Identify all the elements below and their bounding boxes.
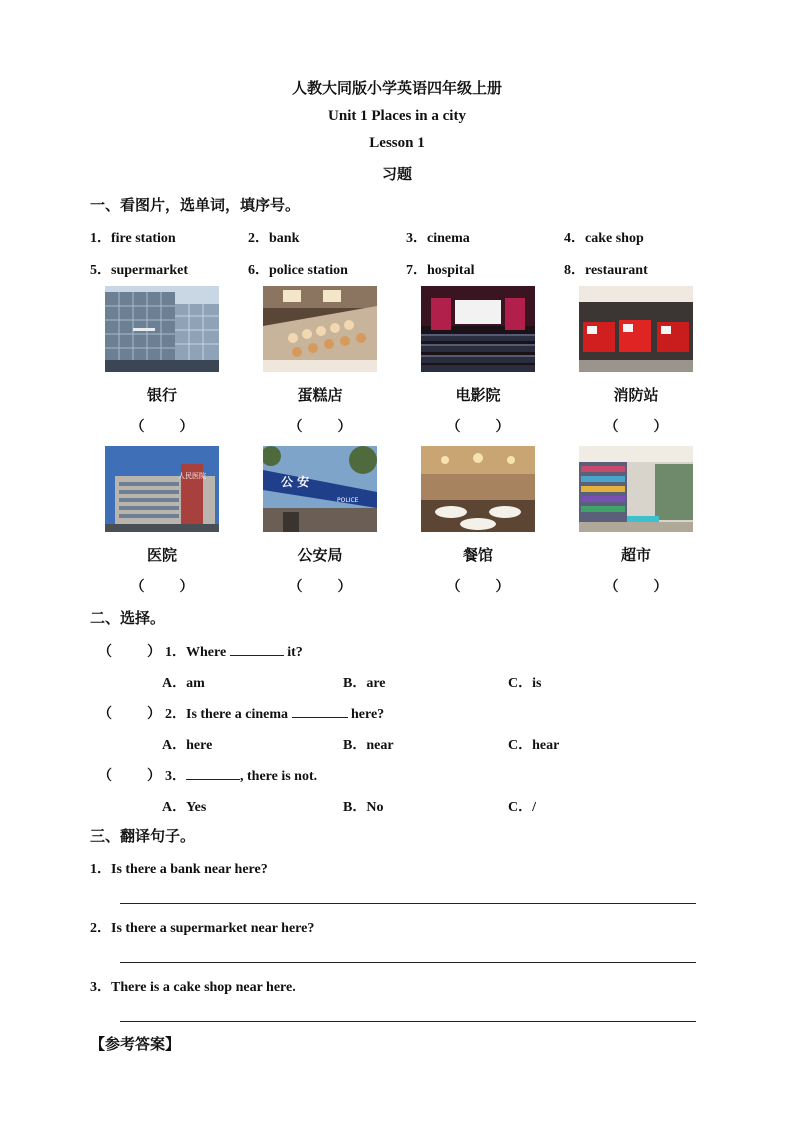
fill-blank[interactable] [230,655,284,656]
translation-sentence: 1．Is there a bank near here? [90,862,268,877]
question-stem [165,641,303,661]
answer-line[interactable] [120,962,696,963]
police-sign-text: 公 安 [281,475,310,489]
answer-line[interactable] [120,1021,696,1022]
picture-caption: 银行 [146,388,177,404]
police-sign-subtext: POLICE [337,497,359,504]
part2-heading: 二、选择。 [90,611,166,627]
bank-building-photo [105,286,219,372]
hospital-building-photo [105,446,219,532]
word-option: 1．fire station [90,231,176,246]
word-option: 4．cake shop [564,231,644,246]
part3-heading: 三、翻译句子。 [90,829,196,845]
answer-line[interactable] [120,903,696,904]
picture-caption: 餐馆 [462,548,493,564]
cake-shop-photo [263,286,377,372]
choice-option[interactable]: C．/ [508,800,536,815]
answer-blank[interactable]: （ ） [288,420,352,435]
picture-caption: 医院 [146,548,177,564]
answer-blank[interactable]: （ ） [446,580,510,595]
word-option: 5．supermarket [90,263,188,278]
fill-blank[interactable] [186,779,240,780]
choice-option[interactable]: C．hear [508,738,560,753]
picture-caption: 公安局 [297,548,343,564]
exercise-label: 习题 [381,167,412,183]
question-stem-text: , there is not. [240,769,318,784]
word-option: 7．hospital [406,263,475,278]
fill-blank[interactable] [292,717,348,718]
choice-option[interactable]: B．are [343,676,386,691]
answer-blank[interactable]: （ ） [130,580,194,595]
choice-option[interactable]: A．Yes [162,800,207,815]
answer-blank[interactable]: （ ） [604,420,668,435]
restaurant-interior-photo [421,446,535,532]
part1-heading: 一、看图片，选单词，填序号。 [90,198,301,214]
question-stem-text: here? [351,707,385,722]
fire-station-photo [579,286,693,372]
choice-option[interactable]: B．near [343,738,394,753]
question-stem-text: 2．Is there a cinema [165,707,288,722]
word-option: 3．cinema [406,231,470,246]
question-paren[interactable]: （ ） [98,707,161,722]
question-stem [165,765,317,785]
choice-option[interactable]: A．here [162,738,213,753]
answer-blank[interactable]: （ ） [130,420,194,435]
picture-caption: 蛋糕店 [297,388,343,404]
word-option: 2．bank [248,231,300,246]
answer-blank[interactable]: （ ） [604,580,668,595]
picture-caption: 消防站 [613,388,659,404]
question-paren[interactable]: （ ） [98,769,161,784]
picture-caption: 超市 [620,548,651,564]
unit-title: Unit 1 Places in a city [328,108,466,124]
question-stem-text: it? [287,645,303,660]
question-stem-text: 1．Where [165,645,227,660]
choice-option[interactable]: B．No [343,800,384,815]
answer-blank[interactable]: （ ） [446,420,510,435]
question-stem-text: 3． [165,769,186,784]
word-option: 8．restaurant [564,263,648,278]
document-title: 人教大同版小学英语四年级上册 [291,81,502,97]
answers-heading: 【参考答案】 [90,1037,181,1053]
translation-sentence: 3．There is a cake shop near here. [90,980,296,995]
translation-sentence: 2．Is there a supermarket near here? [90,921,315,936]
choice-option[interactable]: C．is [508,676,542,691]
supermarket-aisle-photo [579,446,693,532]
cinema-hall-photo [421,286,535,372]
word-option: 6．police station [248,263,348,278]
police-station-photo [263,446,377,532]
answer-blank[interactable]: （ ） [288,580,352,595]
question-stem [165,703,384,723]
choice-option[interactable]: A．am [162,676,205,691]
hospital-sign-text: 人民医院 [178,472,206,480]
question-paren[interactable]: （ ） [98,645,161,660]
picture-caption: 电影院 [455,388,501,404]
lesson-title: Lesson 1 [369,135,425,151]
